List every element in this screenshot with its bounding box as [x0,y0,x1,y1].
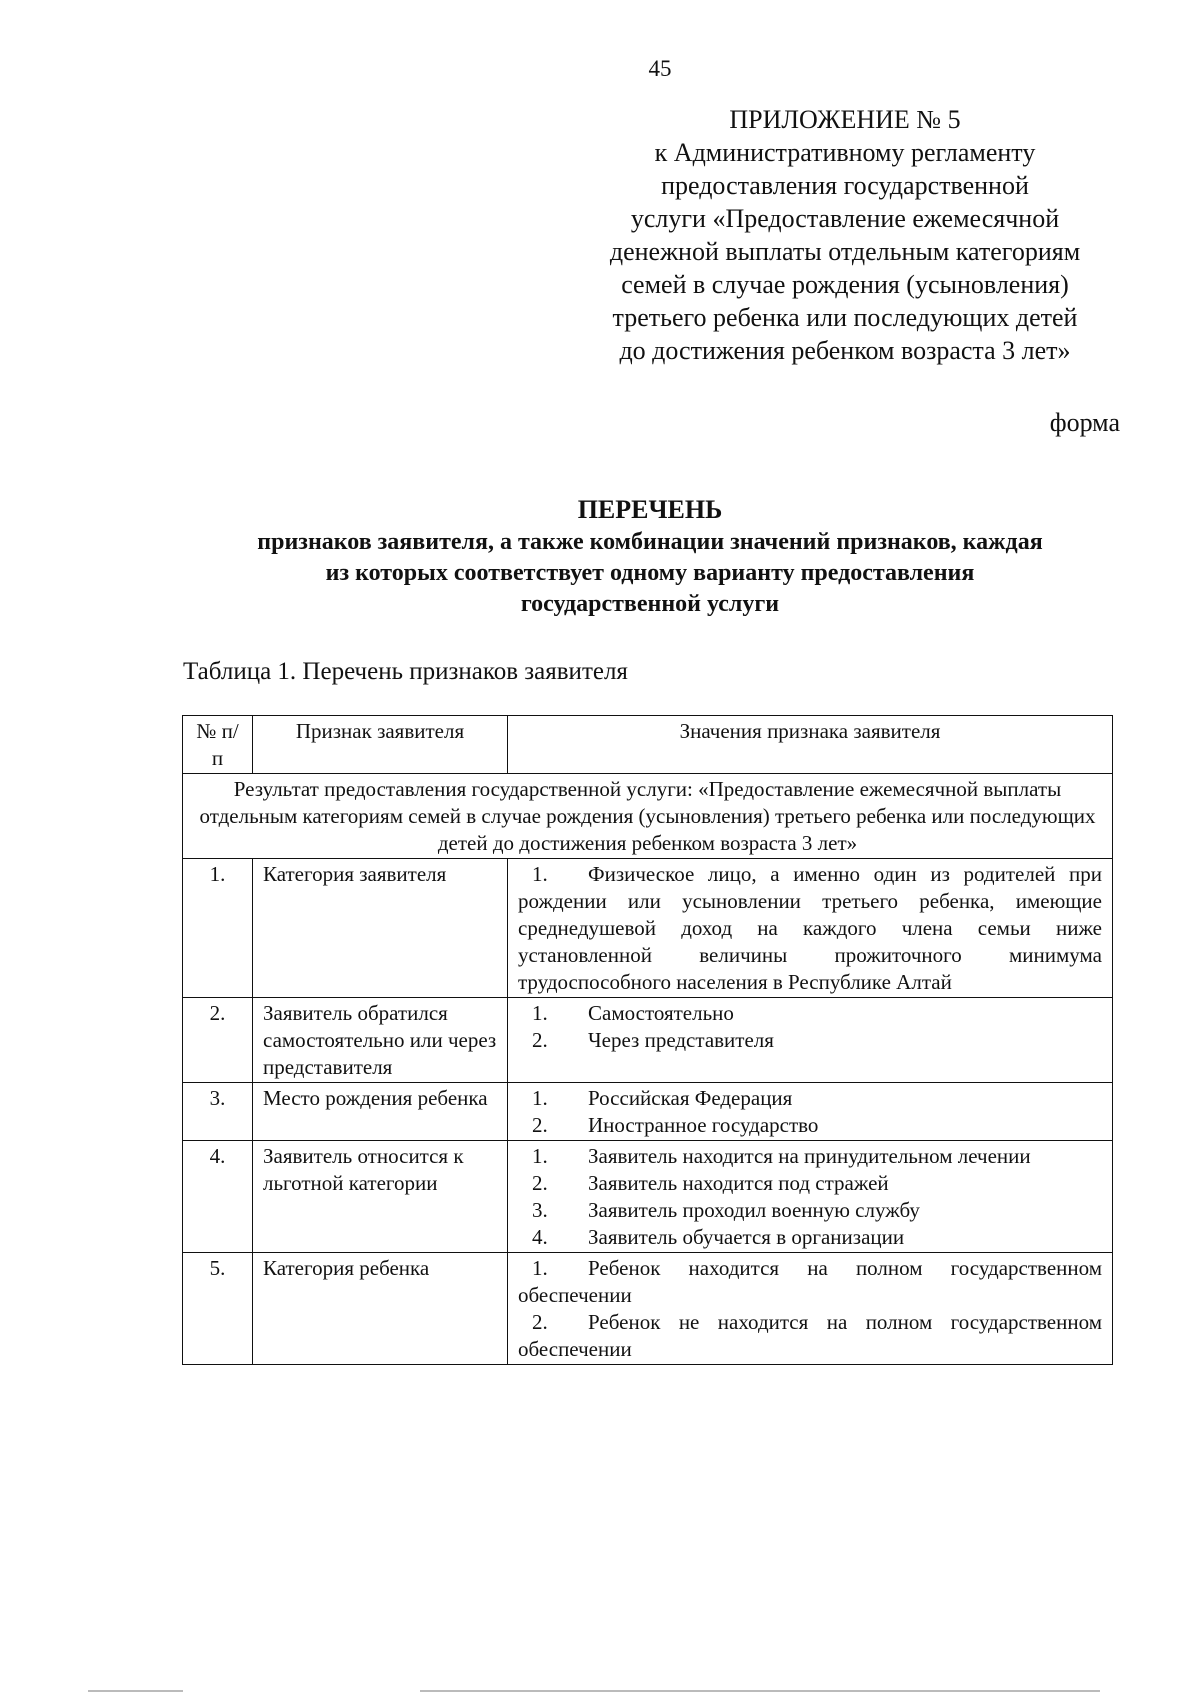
document-title [170,493,1130,620]
subtitle-line: из которых соответствует одному варианту предоставления [325,560,975,586]
value-number: 2. [532,1113,548,1137]
appendix-line: семей в случае рождения (усыновления) [621,270,1069,299]
value-text: Заявитель находится на принудительном лечении [588,1144,1031,1168]
row-attribute: Категория заявителя [253,859,508,998]
result-row [183,774,1113,859]
value-number: 1. [532,1256,548,1280]
value-number: 4. [532,1225,548,1249]
subtitle-line: государственной услуги [520,591,780,617]
page-number: 45 [648,56,672,81]
value-item [518,1170,1102,1197]
value-item [518,1143,1102,1170]
appendix-line: услуги «Предоставление ежемесячной [630,204,1060,233]
appendix-line: денежной выплаты отдельным категориям [609,237,1081,266]
appendix-line: предоставления государственной [661,171,1029,200]
header-attribute: Признак заявителя [253,716,508,774]
value-text: Заявитель проходил военную службу [588,1198,920,1222]
row-number: 2. [183,998,253,1083]
appendix-line: третьего ребенка или последующих детей [612,303,1078,332]
appendix-line: ПРИЛОЖЕНИЕ № 5 [729,105,961,134]
value-text: Российская Федерация [588,1086,793,1110]
table-caption: Таблица 1. Перечень признаков заявителя [183,658,628,685]
row-values [508,1253,1113,1365]
row-number: 4. [183,1141,253,1253]
row-number: 1. [183,859,253,998]
value-text: Иностранное государство [588,1113,819,1137]
table-header-row [183,716,1113,774]
header-num: № п/п [183,716,253,774]
scan-artifact-line [88,1690,183,1692]
row-attribute: Заявитель относится к льготной категории [253,1141,508,1253]
appendix-line: к Административному регламенту [654,138,1036,167]
value-text: Ребенок не находится на полном государственном обеспечении [518,1310,1102,1361]
value-item [518,861,1102,996]
row-number: 3. [183,1083,253,1141]
applicant-attributes-table [182,715,1113,1365]
appendix-line: до достижения ребенком возраста 3 лет» [619,336,1071,365]
value-item [518,1000,1102,1027]
value-item [518,1027,1102,1054]
table-row [183,998,1113,1083]
row-values [508,859,1113,998]
row-attribute: Заявитель обратился самостоятельно или через представителя [253,998,508,1083]
row-attribute: Категория ребенка [253,1253,508,1365]
value-number: 1. [532,1001,548,1025]
title-main: ПЕРЕЧЕНЬ [577,495,723,524]
value-item [518,1309,1102,1363]
value-text: Заявитель находится под стражей [588,1171,889,1195]
value-number: 2. [532,1028,548,1052]
form-label: форма [1049,408,1120,437]
value-text: Физическое лицо, а именно один из родителей при рождении или усыновлении третьего ребенка, имеющие среднедушевой доход на каждого члена семьи ниже установленной величины прожиточного минимума трудоспособного населения в Республике Алтай [518,862,1102,994]
row-number: 5. [183,1253,253,1365]
value-text: Самостоятельно [588,1001,734,1025]
value-item [518,1224,1102,1251]
table-row [183,1253,1113,1365]
value-number: 2. [532,1171,548,1195]
value-number: 2. [532,1310,548,1334]
value-text: Заявитель обучается в организации [588,1225,905,1249]
value-item [518,1085,1102,1112]
value-item [518,1112,1102,1139]
scan-artifact-line [420,1690,1100,1692]
value-text: Через представителя [588,1028,774,1052]
value-text: Ребенок находится на полном государственном обеспечении [518,1256,1102,1307]
title-subtitle [170,527,1130,620]
table-row [183,1141,1113,1253]
row-values [508,1083,1113,1141]
table-row [183,1083,1113,1141]
value-number: 1. [532,1144,548,1168]
row-attribute: Место рождения ребенка [253,1083,508,1141]
value-number: 1. [532,862,548,886]
row-values [508,998,1113,1083]
table-row [183,859,1113,998]
appendix-header [600,103,1090,367]
value-number: 1. [532,1086,548,1110]
value-number: 3. [532,1198,548,1222]
result-cell: Результат предоставления государственной услуги: «Предоставление ежемесячной выплаты отдельным категориям семей в случае рождения (усыновления) третьего ребенка или последующих детей до достижения ребенком возраста 3 лет» [183,774,1113,859]
header-values: Значения признака заявителя [508,716,1113,774]
value-item [518,1197,1102,1224]
value-item [518,1255,1102,1309]
row-values [508,1141,1113,1253]
subtitle-line: признаков заявителя, а также комбинации значений признаков, каждая [257,529,1043,555]
